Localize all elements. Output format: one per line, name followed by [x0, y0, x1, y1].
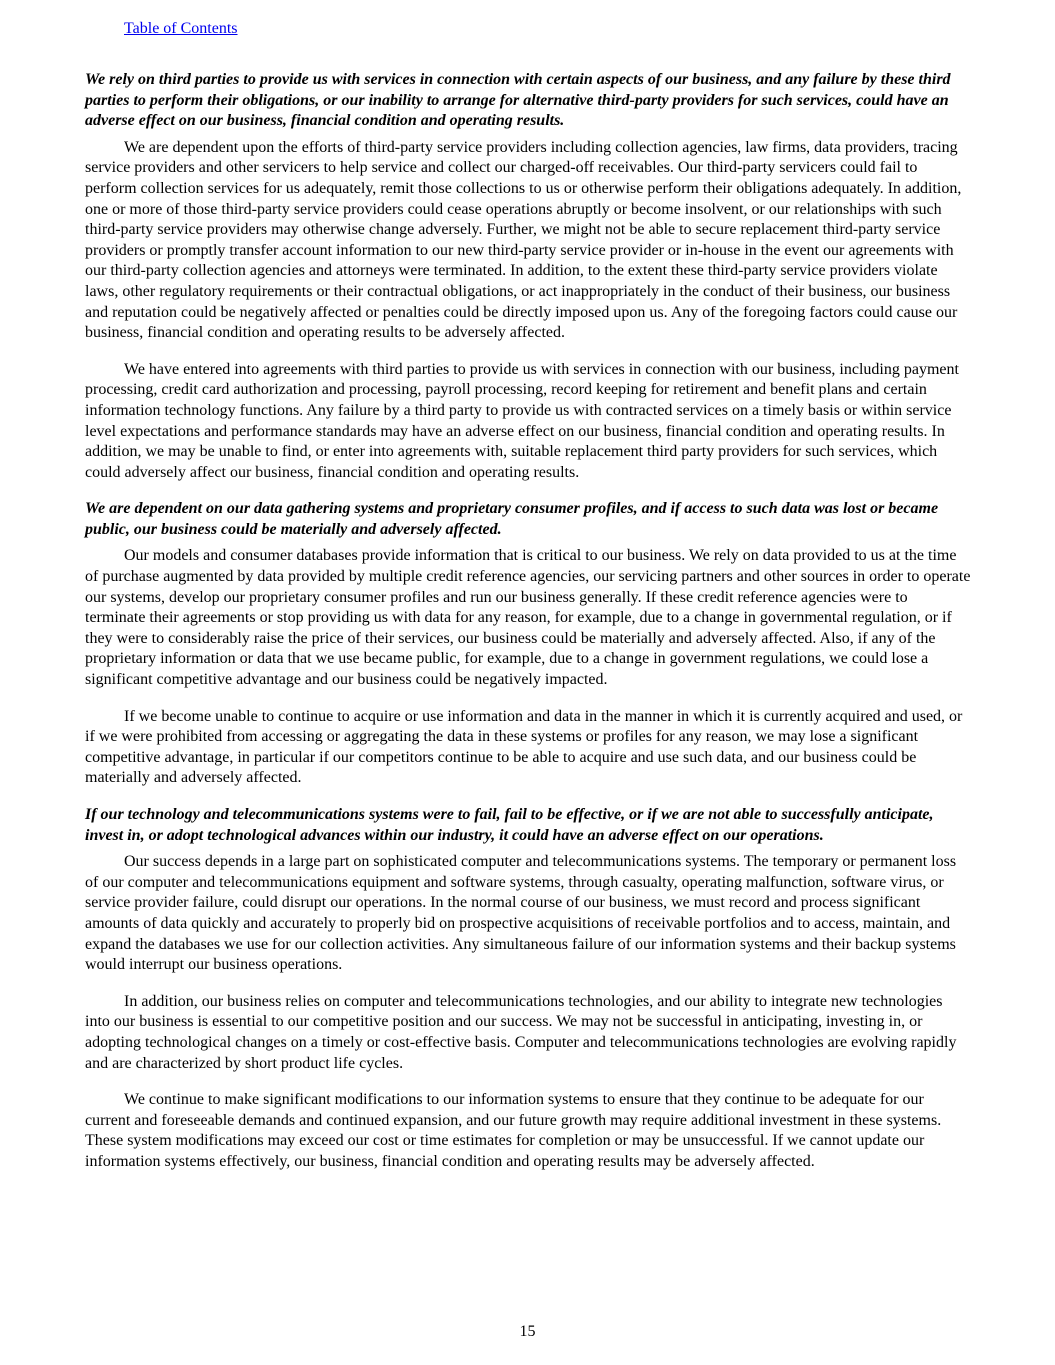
- page-number: 15: [519, 1323, 536, 1340]
- paragraph-system-modifications: We continue to make significant modifications to our information systems to ensure that they continue to be adequate for our current and foreseeable demands and continued expansion, and our future growth may require additional investment in these systems. These system modifications may exceed our cost or time estimates for completion or may be unsuccessful. If we cannot update our information systems effectively, our business, financial condition and operating results may be adversely affected.: [85, 1091, 942, 1170]
- paragraph-third-party-servicers: We are dependent upon the efforts of third-party service providers including collection agencies, law firms, data providers, tracing service providers and other servicers to help service and collect our charged-off receivables. Our third-party servicers could fail to perform collection services for us adequately, remit those collections to us or otherwise perform their obligations adequately. In addition, one or more of those third-party service providers could cease operations abruptly or become insolvent, or our relationships with such third-party service providers may otherwise change adversely. Further, we might not be able to secure replacement third-party service providers or promptly transfer account information to our new third-party service provider or in-house in the event our agreements with our third-party collection agencies and attorneys were terminated. In addition, to the extent these third-party service providers violate laws, other regulatory requirements or their contractual obligations, or act inappropriately in the conduct of their business, our business and reputation could be negatively affected or penalties could be directly imposed upon us. Any of the foregoing factors could cause our business, financial condition and operating results to be adversely affected.: [85, 138, 962, 342]
- paragraph-technology-integration: In addition, our business relies on computer and telecommunications technologies, and our ability to integrate new technologies into our business is essential to our competitive position and our success. We may not be successful in anticipating, investing in, or adopting technological changes on a timely or cost-effective basis. Computer and telecommunications technologies are evolving rapidly and are characterized by short product life cycles.: [85, 992, 957, 1072]
- paragraph-data-access: If we become unable to continue to acquire or use information and data in the manner in which it is currently acquired and used, or if we were prohibited from accessing or aggregating the data in these systems or profiles for any reason, we may lose a significant competitive advantage, in particular if our competitors continue to be able to acquire and use such data, and our business could be materially and adversely affected.: [85, 707, 963, 787]
- section-heading-third-parties: We rely on third parties to provide us with services in connection with certain aspects of our business, and any failure by these third parties to perform their obligations, or our inability to arrange for alternative third-party providers for such services, could have an adverse effect on our business, financial condition and operating results.: [85, 71, 951, 130]
- paragraph-third-party-agreements: We have entered into agreements with third parties to provide us with services in connection with our business, including payment processing, credit card authorization and processing, payroll processing, record keeping for retirement and benefit plans and certain information technology functions. Any failure by a third party to provide us with contracted services on a timely basis or within service level expectations and performance standards may have an adverse effect on our business, financial condition and operating results. In addition, we may be unable to find, or enter into agreements with, suitable replacement third party providers for such services, which could adversely affect our business, financial condition and operating results.: [85, 360, 959, 481]
- section-heading-technology-systems: If our technology and telecommunications systems were to fail, fail to be effective, or if we are not able to successfully anticipate, invest in, or adopt technological advances within our industry, it could have an adverse effect on our operations.: [85, 806, 934, 844]
- paragraph-models-databases: Our models and consumer databases provide information that is critical to our business. We rely on data provided to us at the time of purchase augmented by data provided by multiple credit reference agencies, our servicing partners and other sources in order to operate our systems, develop our proprietary consumer profiles and run our business generally. If these credit reference agencies were to terminate their agreements or stop providing us with data for any reason, for example, due to a change in governmental regulation, or if they were to considerably raise the price of their services, our business could be materially and adversely affected. Also, if any of the proprietary information or data that we use became public, for example, due to a change in government regulations, we could lose a significant competitive advantage and our business could be negatively impacted.: [85, 547, 971, 689]
- paragraph-computer-systems: Our success depends in a large part on sophisticated computer and telecommunications systems. The temporary or permanent loss of our computer and telecommunications equipment and software systems, through casualty, operating malfunction, software virus, or service provider failure, could disrupt our operations. In the normal course of our business, we must record and process significant amounts of data quickly and accurately to properly bid on prospective acquisitions of receivable portfolios and to access, maintain, and expand the databases we use for our collection activities. Any simultaneous failure of our information systems and their backup systems would interrupt our business operations.: [85, 853, 957, 974]
- document-page: [85, 18, 971, 1173]
- section-heading-data-gathering: We are dependent on our data gathering systems and proprietary consumer profiles, and if access to such data was lost or became public, our business could be materially and adversely affected.: [85, 500, 939, 538]
- table-of-contents-link[interactable]: Table of Contents: [124, 20, 238, 37]
- spacer: [85, 40, 971, 70]
